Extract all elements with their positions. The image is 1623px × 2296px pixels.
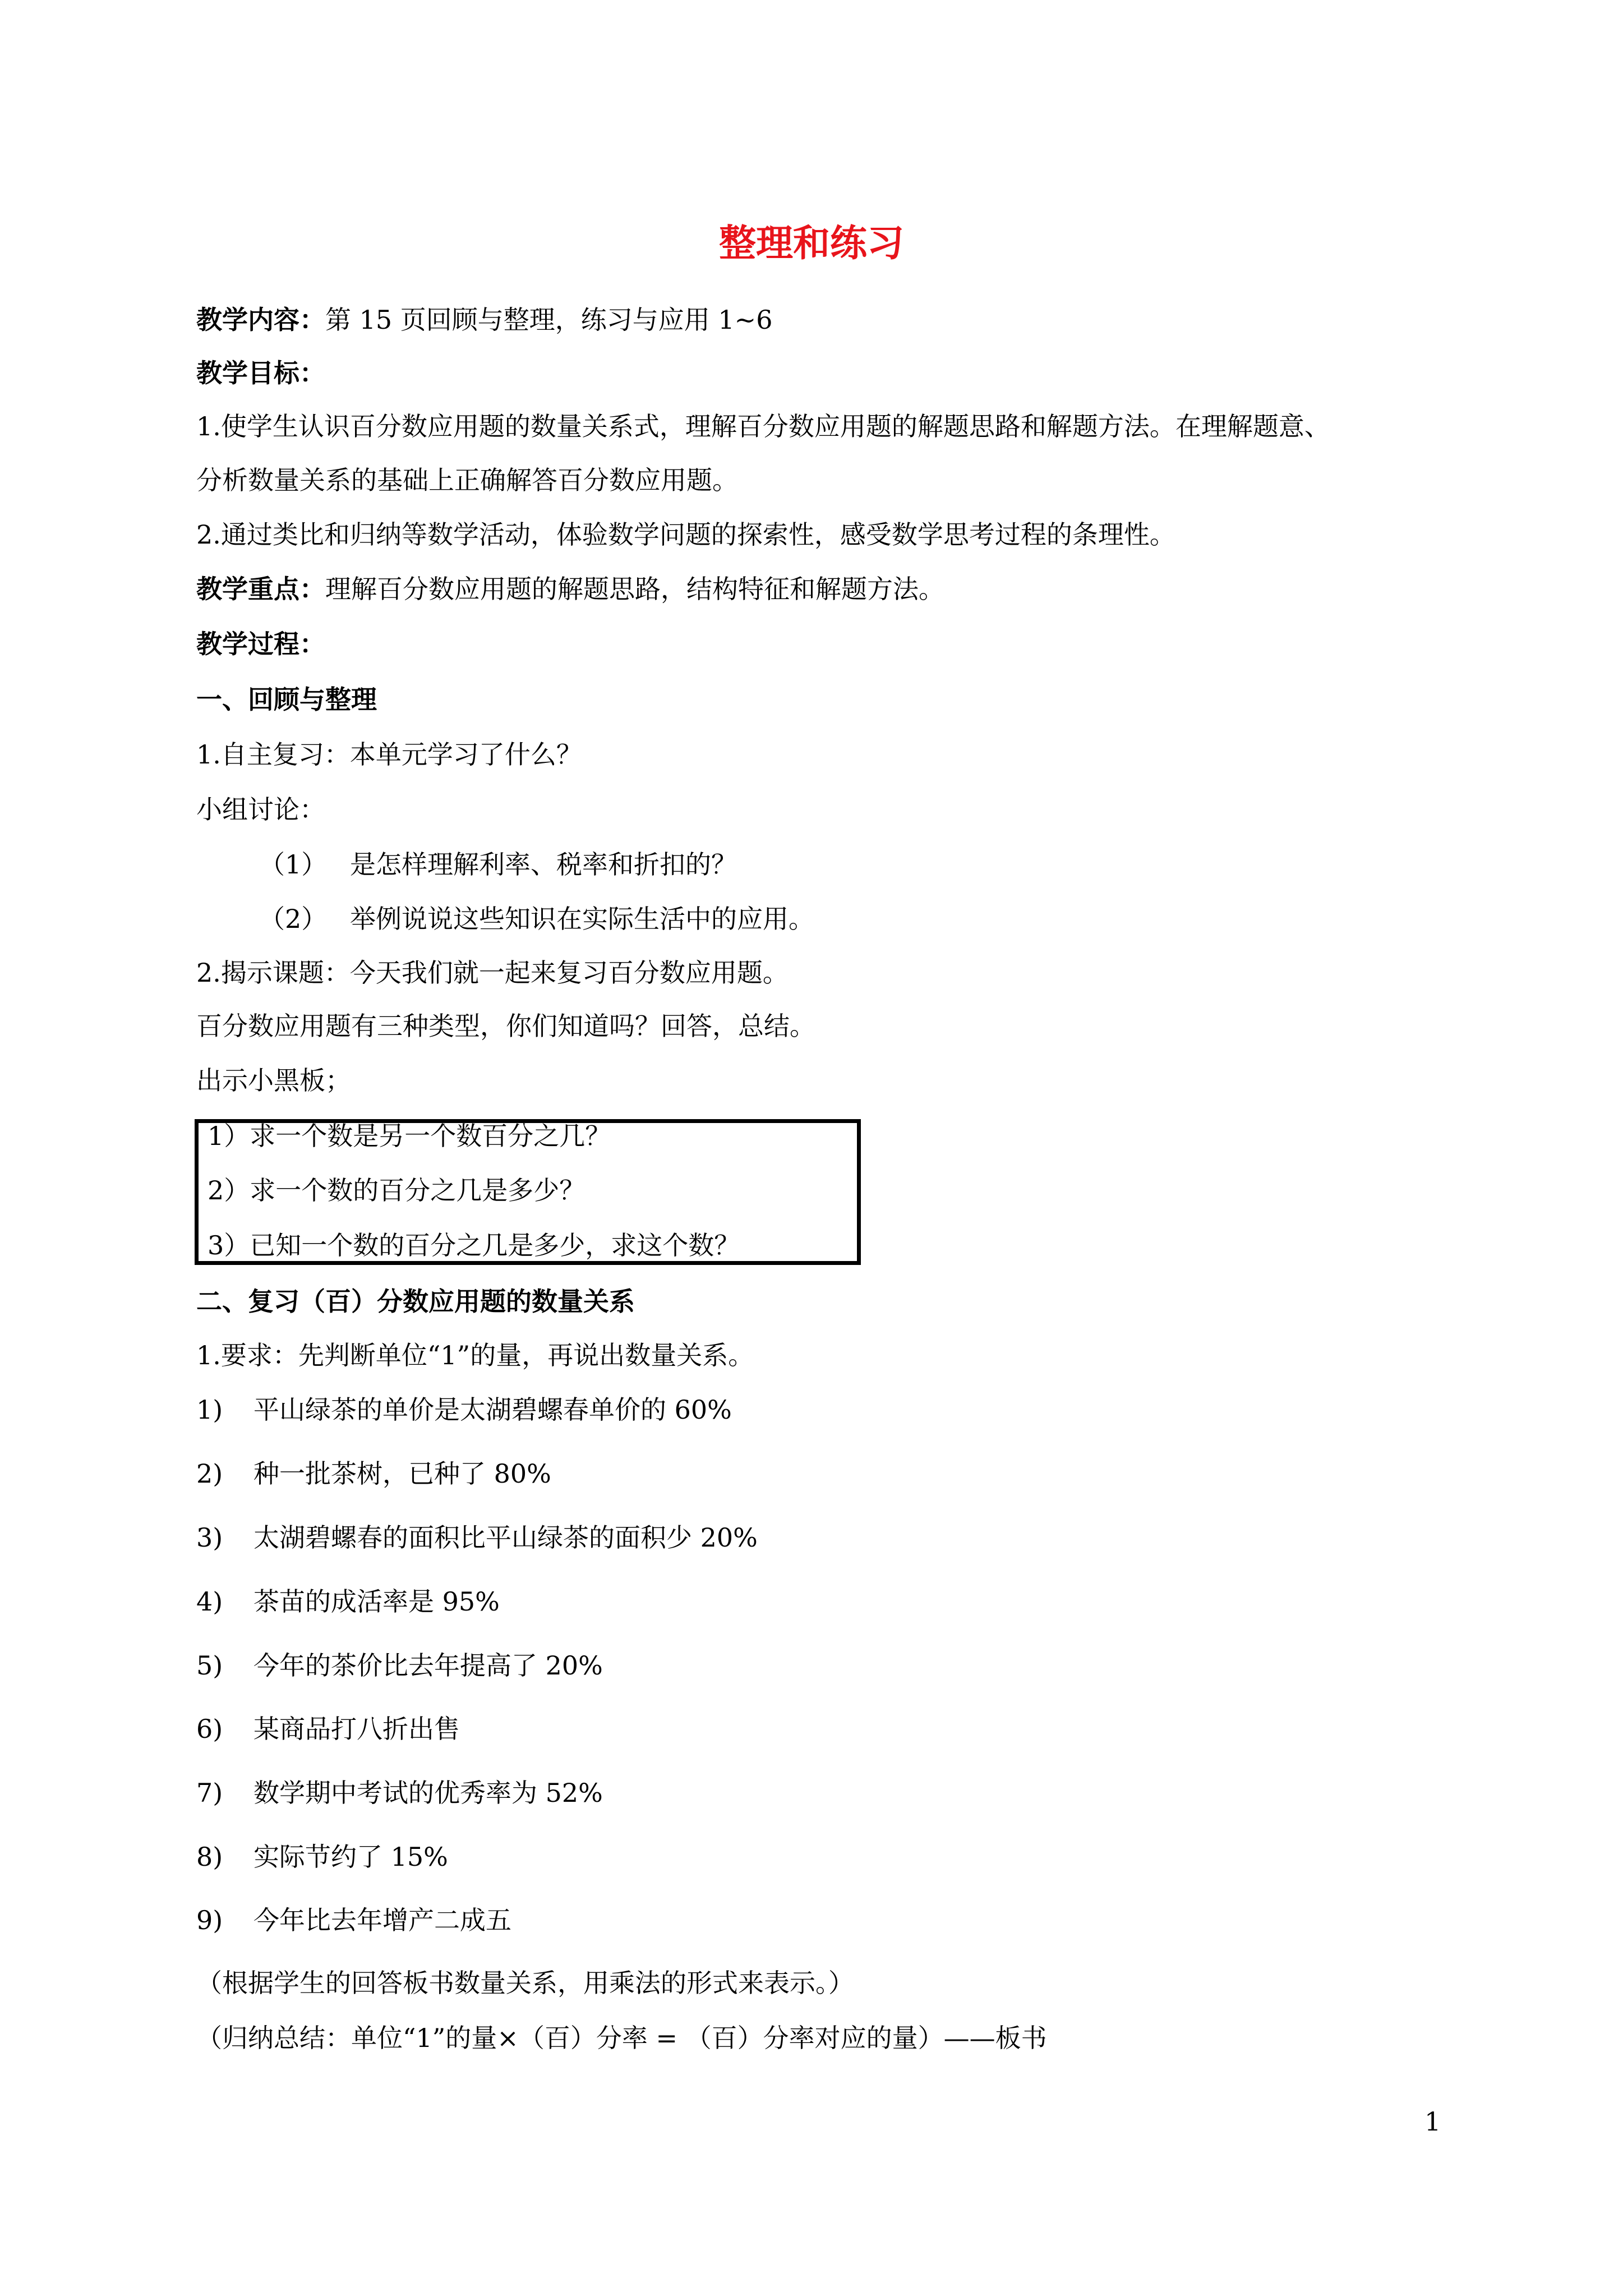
self-review: 1.自主复习：本单元学习了什么？ xyxy=(196,739,582,770)
list-item-number: 6) xyxy=(196,1714,223,1744)
goal-1-line-1: 1.使学生认识百分数应用题的数量关系式，理解百分数应用题的解题思路和解题方法。在理解题意、 xyxy=(196,411,1330,441)
list-item-text: 某商品打八折出售 xyxy=(253,1714,460,1744)
content-line xyxy=(196,303,772,337)
list-item xyxy=(196,1776,603,1810)
page-number: 1 xyxy=(1424,2106,1441,2137)
discussion-question-2 xyxy=(259,902,814,936)
list-item-text: 太湖碧螺春的面积比平山绿茶的面积少 20% xyxy=(253,1522,758,1553)
list-item-text: 数学期中考试的优秀率为 52% xyxy=(253,1778,603,1808)
section-1-heading: 一、回顾与整理 xyxy=(196,684,377,715)
box-item-1: 1）求一个数是另一个数百分之几？ xyxy=(208,1121,611,1151)
list-item-number: 3) xyxy=(196,1522,223,1553)
reveal-topic: 2.揭示课题：今天我们就一起来复习百分数应用题。 xyxy=(196,958,789,988)
discussion-question-1 xyxy=(259,848,737,881)
question-2-text: 举例说说这些知识在实际生活中的应用。 xyxy=(350,904,814,934)
list-item-number: 7) xyxy=(196,1778,223,1808)
list-item-number: 2) xyxy=(196,1458,223,1489)
content-text: 第 15 页回顾与整理，练习与应用 1~6 xyxy=(325,305,773,335)
requirement: 1.要求：先判断单位“1”的量，再说出数量关系。 xyxy=(196,1340,754,1370)
section-2-heading: 二、复习（百）分数应用题的数量关系 xyxy=(196,1286,635,1317)
goal-1-line-2: 分析数量关系的基础上正确解答百分数应用题。 xyxy=(196,465,738,495)
note-board-writing: （根据学生的回答板书数量关系，用乘法的形式来表示。） xyxy=(196,1968,854,1998)
question-1-number: （1） xyxy=(259,849,328,880)
focus-text: 理解百分数应用题的解题思路，结构特征和解题方法。 xyxy=(325,574,944,604)
types-question: 百分数应用题有三种类型，你们知道吗？回答，总结。 xyxy=(196,1011,815,1041)
list-item-text: 今年的茶价比去年提高了 20% xyxy=(253,1650,603,1681)
list-item-number: 9) xyxy=(196,1905,223,1935)
list-item xyxy=(196,1712,460,1746)
list-item xyxy=(196,1457,551,1490)
list-item-text: 实际节约了 15% xyxy=(253,1842,448,1872)
box-item-2: 2）求一个数的百分之几是多少？ xyxy=(208,1175,585,1205)
box-item-3: 3）已知一个数的百分之几是多少，求这个数？ xyxy=(208,1230,740,1260)
goals-label: 教学目标： xyxy=(196,358,325,388)
list-item-number: 4) xyxy=(196,1586,223,1617)
list-item-number: 5) xyxy=(196,1650,223,1681)
content-label: 教学内容： xyxy=(196,305,325,335)
list-item-number: 1) xyxy=(196,1395,223,1425)
group-discussion: 小组讨论： xyxy=(196,794,325,825)
question-1-text: 是怎样理解利率、税率和折扣的？ xyxy=(350,849,737,880)
process-label: 教学过程： xyxy=(196,629,325,659)
note-summary: （归纳总结：单位“1”的量×（百）分率 = （百）分率对应的量）——板书 xyxy=(196,2023,1047,2053)
show-board: 出示小黑板； xyxy=(196,1065,351,1096)
list-item-text: 今年比去年增产二成五 xyxy=(253,1905,511,1935)
list-item xyxy=(196,1521,758,1554)
list-item-text: 平山绿茶的单价是太湖碧螺春单价的 60% xyxy=(253,1395,732,1425)
list-item xyxy=(196,1840,448,1874)
list-item-text: 茶苗的成活率是 95% xyxy=(253,1586,500,1617)
question-2-number: （2） xyxy=(259,904,328,934)
list-item-number: 8) xyxy=(196,1842,223,1872)
list-item xyxy=(196,1903,511,1937)
list-item-text: 种一批茶树，已种了 80% xyxy=(253,1458,551,1489)
goal-2: 2.通过类比和归纳等数学活动，体验数学问题的探索性，感受数学思考过程的条理性。 xyxy=(196,519,1175,550)
page-title: 整理和练习 xyxy=(719,222,904,265)
list-item xyxy=(196,1585,500,1618)
list-item xyxy=(196,1393,732,1427)
focus-line xyxy=(196,572,944,606)
focus-label: 教学重点： xyxy=(196,574,325,604)
list-item xyxy=(196,1649,603,1682)
